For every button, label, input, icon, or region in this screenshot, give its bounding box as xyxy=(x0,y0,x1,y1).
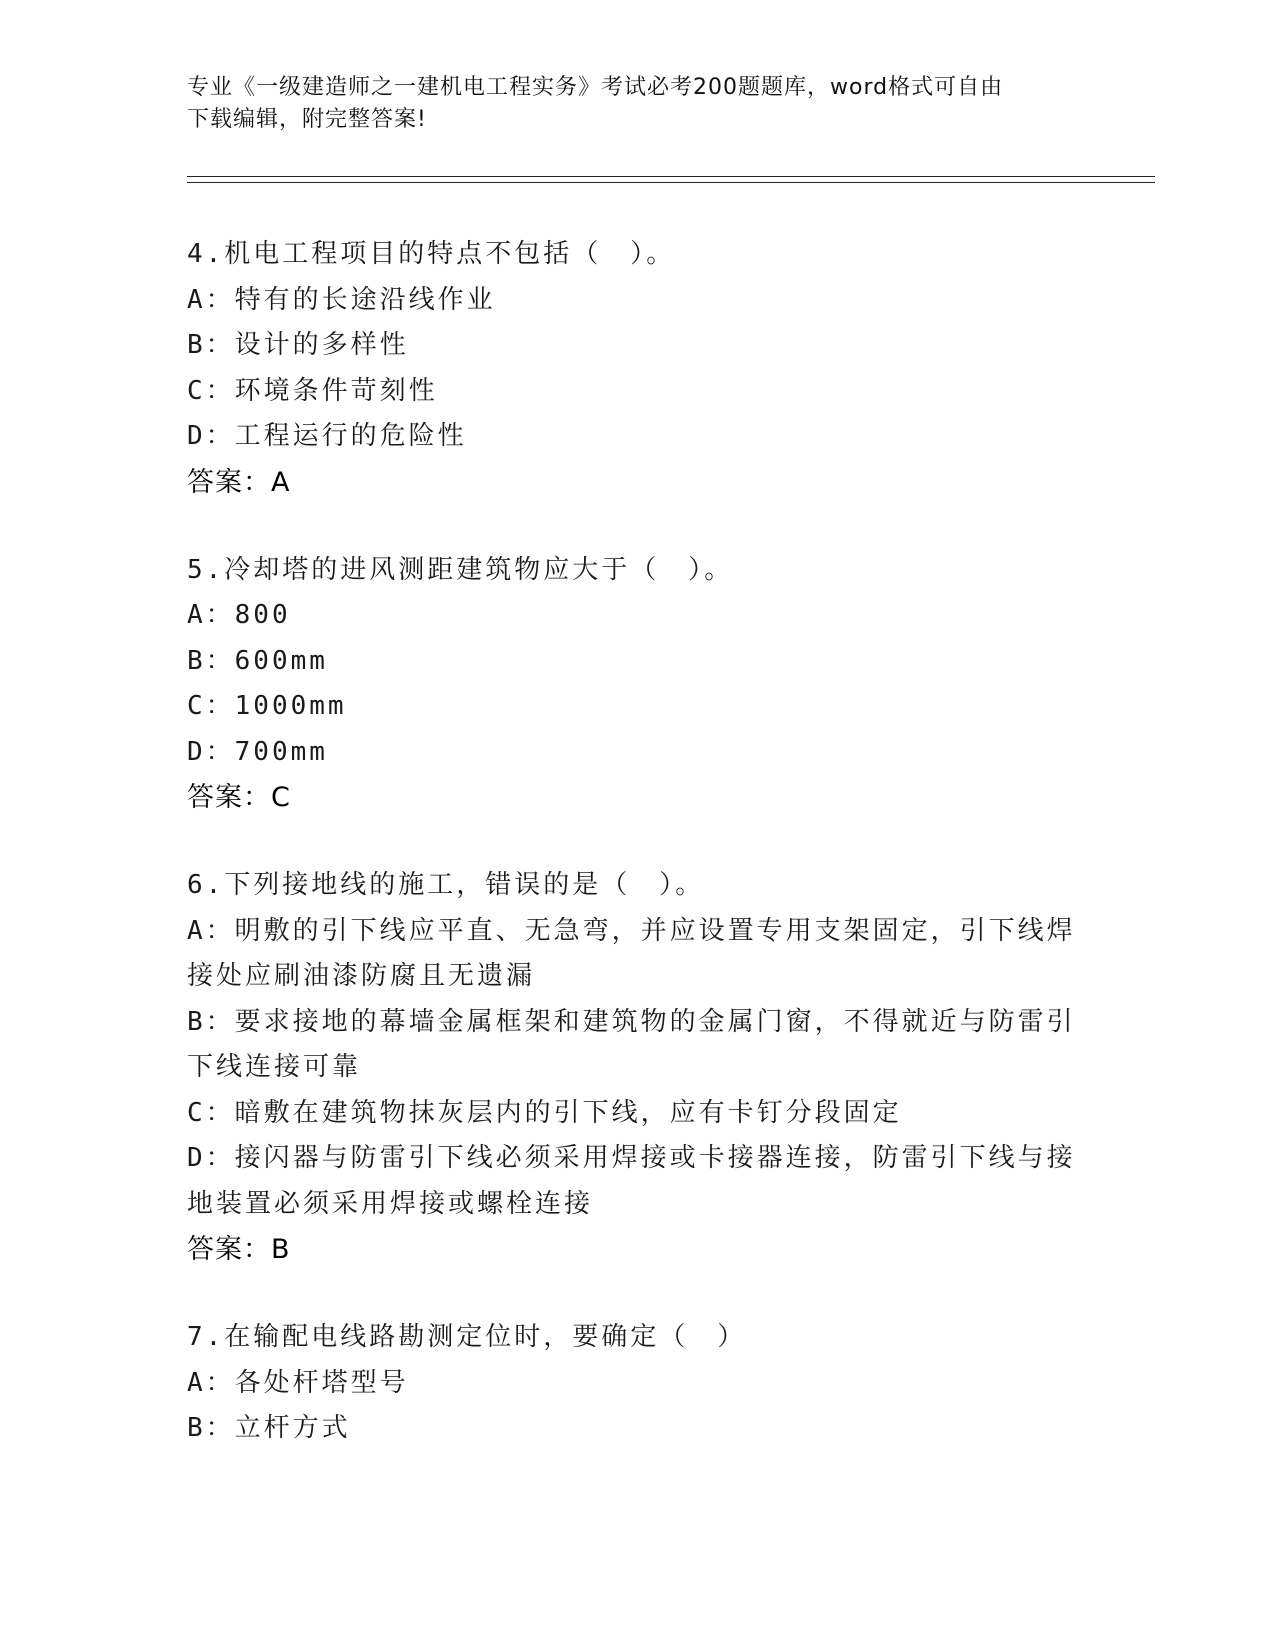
option-c: C：1000mm xyxy=(187,691,347,721)
question-stem: 5.冷却塔的进风测距建筑物应大于（ ）。 xyxy=(187,554,734,585)
document-header xyxy=(187,72,1067,136)
option-a: A：800 xyxy=(187,600,291,630)
option-d: D：接闪器与防雷引下线必须采用焊接或卡接器连接，防雷引下线与接地装置必须采用焊接或螺栓连接 xyxy=(187,1143,1076,1219)
question-4 xyxy=(187,232,1087,506)
option-a: A：明敷的引下线应平直、无急弯，并应设置专用支架固定，引下线焊接处应刷油漆防腐且无遗漏 xyxy=(187,915,1076,991)
option-a: A：特有的长途沿线作业 xyxy=(187,284,496,315)
question-5 xyxy=(187,548,1087,822)
question-stem: 4.机电工程项目的特点不包括（ ）。 xyxy=(187,239,676,269)
option-d: D：700mm xyxy=(187,736,328,767)
option-b: B：立杆方式 xyxy=(187,1413,351,1443)
question-stem: 6.下列接地线的施工，错误的是（ ）。 xyxy=(187,870,705,900)
option-d: D：工程运行的危险性 xyxy=(187,421,467,451)
option-c: C：环境条件苛刻性 xyxy=(187,375,438,406)
header-divider-bottom xyxy=(187,182,1155,183)
option-b: B：600mm xyxy=(187,645,328,676)
option-b: B：要求接地的幕墙金属框架和建筑物的金属门窗，不得就近与防雷引下线连接可靠 xyxy=(187,1006,1076,1082)
question-7 xyxy=(187,1315,1087,1452)
answer-line: 答案：B xyxy=(187,1234,291,1265)
question-6 xyxy=(187,863,1087,1273)
header-line-2: 下载编辑，附完整答案! xyxy=(187,107,427,132)
option-c: C：暗敷在建筑物抹灰层内的引下线，应有卡钉分段固定 xyxy=(187,1097,902,1128)
header-divider-top xyxy=(187,176,1155,177)
option-a: A：各处杆塔型号 xyxy=(187,1367,409,1398)
question-stem: 7.在输配电线路勘测定位时，要确定（ ） xyxy=(187,1322,747,1352)
answer-line: 答案：A xyxy=(187,466,291,498)
answer-line: 答案：C xyxy=(187,782,291,813)
question-list xyxy=(187,232,1087,1494)
header-line-1: 专业《一级建造师之一建机电工程实务》考试必考200题题库，word格式可自由 xyxy=(187,75,1004,100)
option-b: B：设计的多样性 xyxy=(187,330,409,360)
